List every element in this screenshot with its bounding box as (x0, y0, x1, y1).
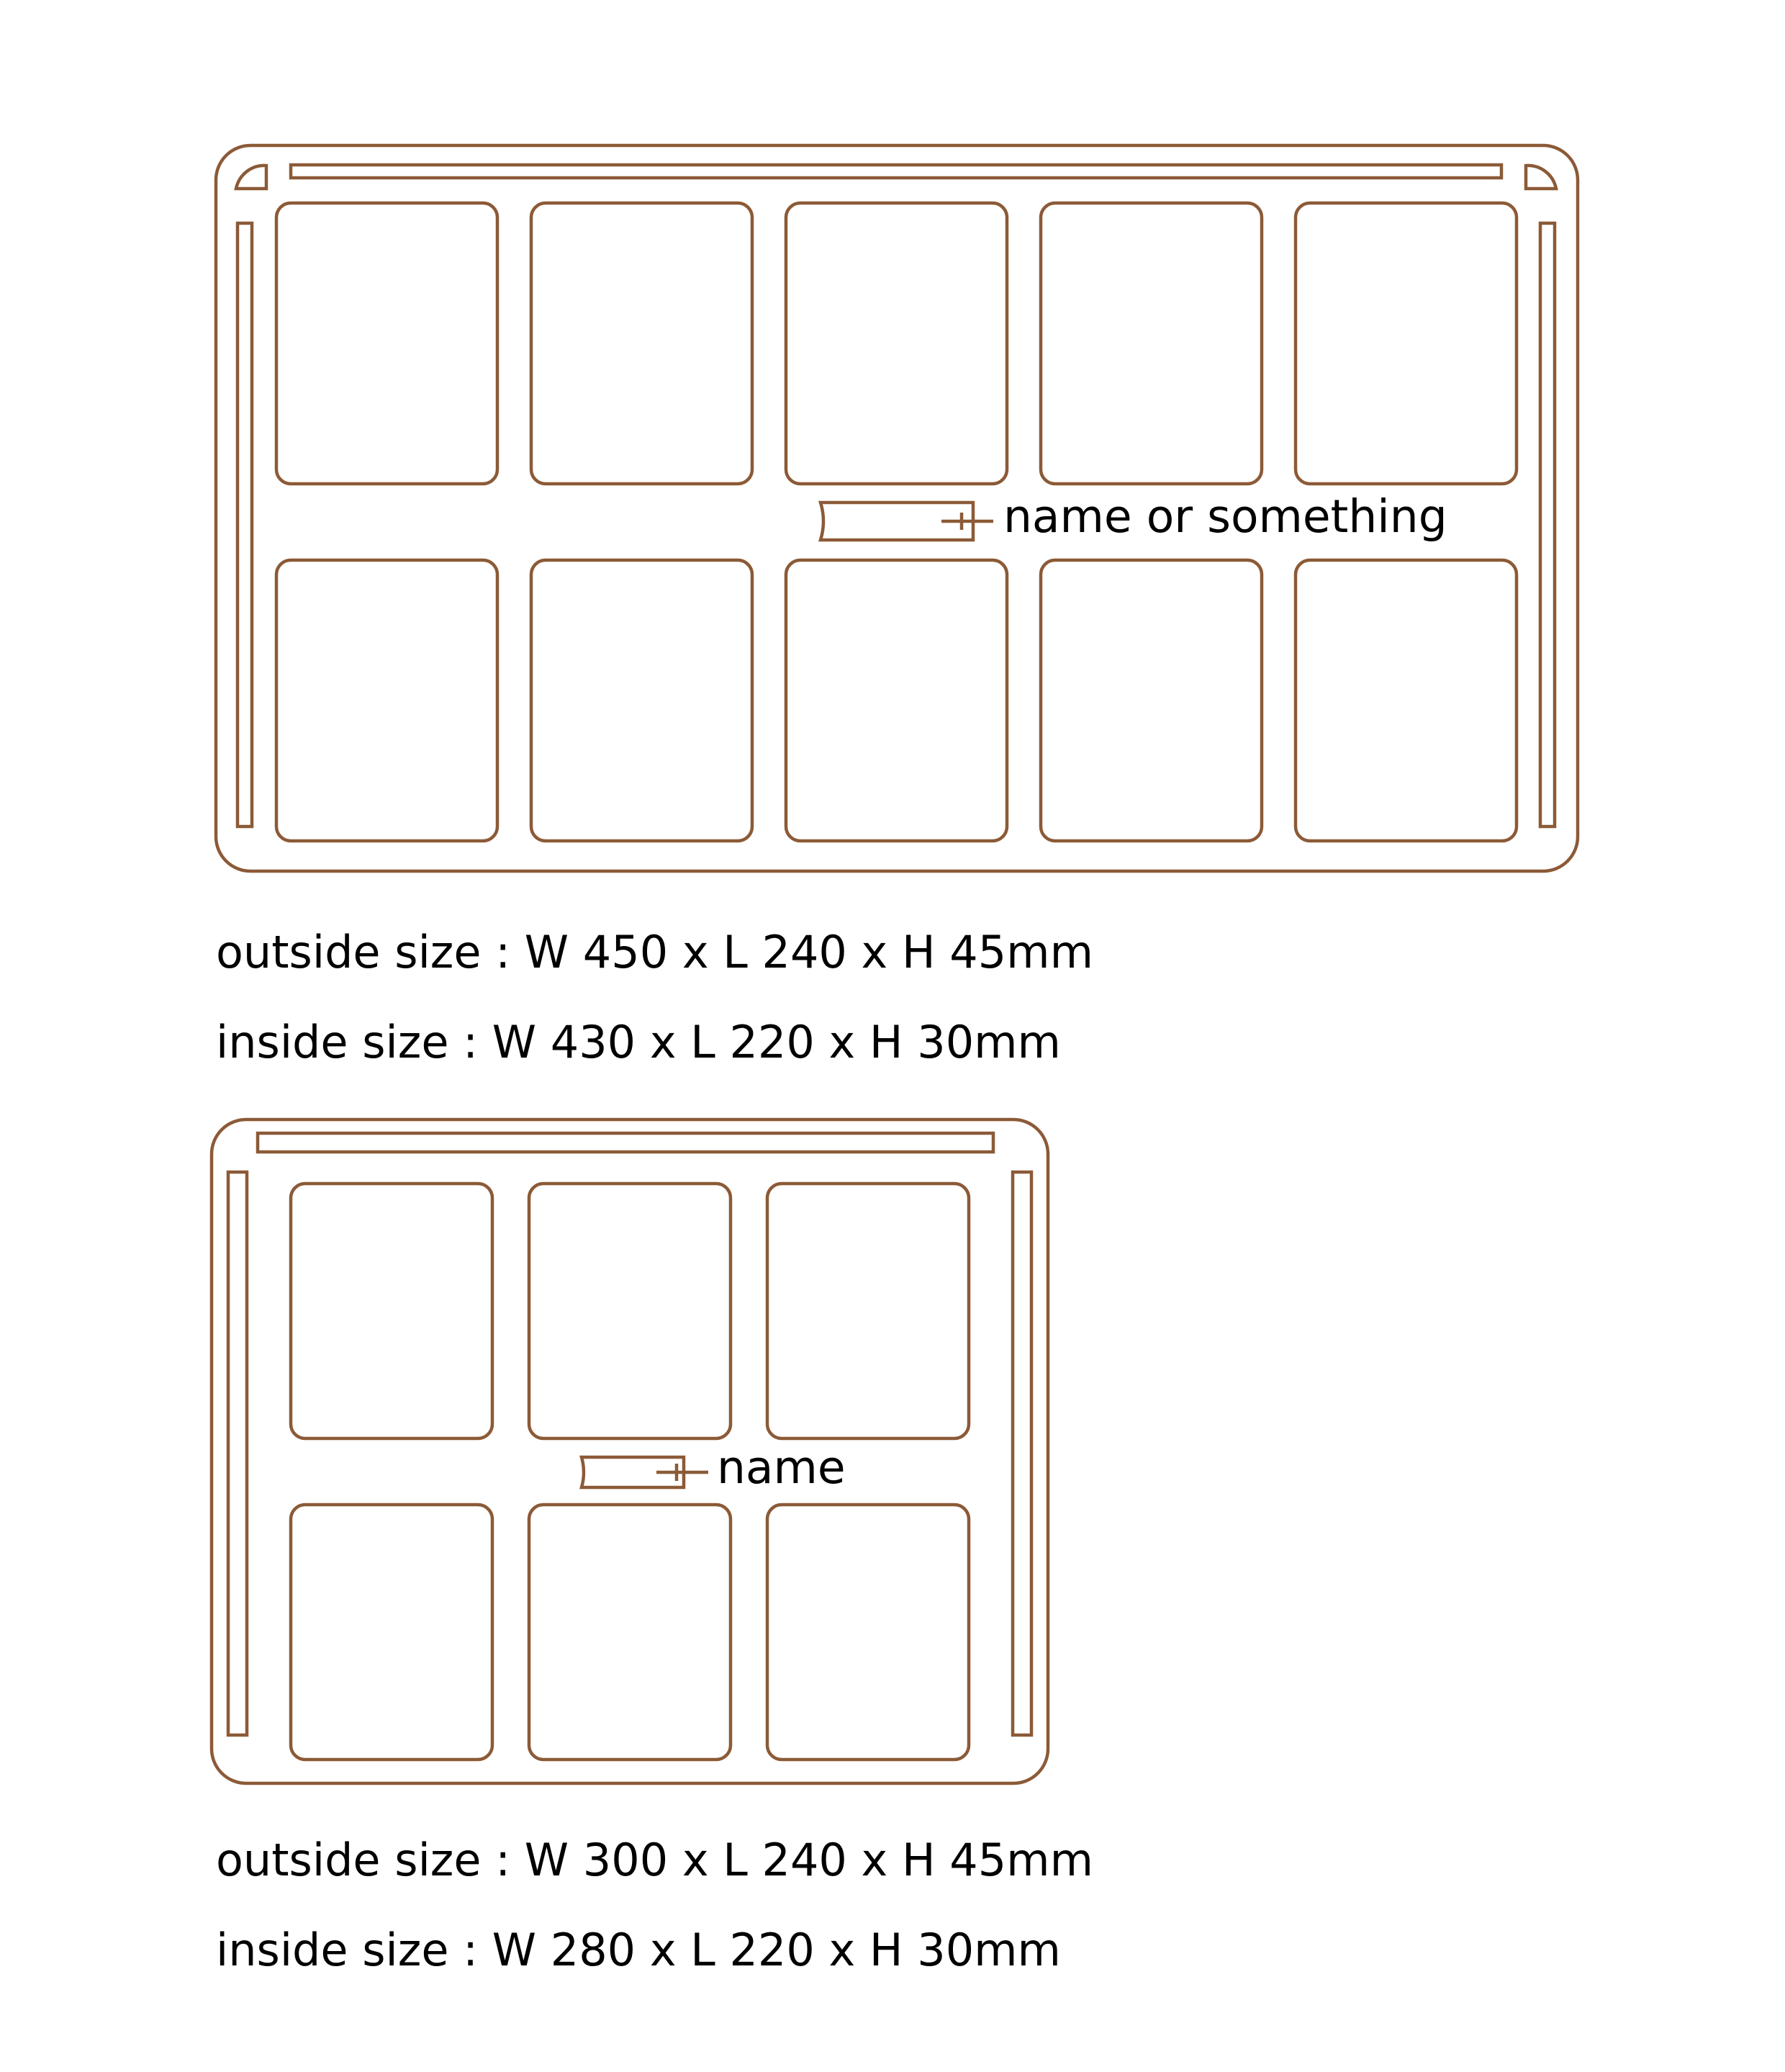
large-inside-size: inside size : W 430 x L 220 x H 30mm (216, 1016, 1061, 1068)
large-compartment (786, 203, 1007, 484)
large-compartment (1041, 203, 1262, 484)
small-tray-left-rail (228, 1172, 247, 1735)
small-compartment (291, 1184, 492, 1438)
large-outside-size: outside size : W 450 x L 240 x H 45mm (216, 926, 1093, 978)
large-tray-right-rail (1540, 223, 1555, 826)
small-compartment (529, 1505, 731, 1760)
large-tray-left-rail (238, 223, 252, 826)
large-tray (216, 145, 1578, 871)
small-tray (212, 1120, 1048, 1783)
small-outside-size: outside size : W 300 x L 240 x H 45mm (216, 1834, 1093, 1886)
large-compartment (276, 203, 497, 484)
small-callout-label: name (717, 1441, 846, 1494)
small-compartment (529, 1184, 731, 1438)
large-callout-leader (941, 513, 993, 530)
large-compartment (531, 560, 752, 841)
large-tray-corner-right (1526, 166, 1556, 189)
large-compartment (276, 560, 497, 841)
large-compartment (531, 203, 752, 484)
small-tray-top-rail (258, 1133, 993, 1152)
large-callout-label: name or something (1003, 490, 1447, 543)
large-compartment (786, 560, 1007, 841)
large-tray-corner-left (236, 166, 266, 189)
large-compartment (1296, 203, 1517, 484)
large-compartment (1296, 560, 1517, 841)
small-compartment (767, 1505, 969, 1760)
small-compartment (291, 1505, 492, 1760)
small-compartment (767, 1184, 969, 1438)
small-tray-outline (212, 1120, 1048, 1783)
small-inside-size: inside size : W 280 x L 220 x H 30mm (216, 1924, 1061, 1976)
large-compartment (1041, 560, 1262, 841)
small-tray-right-rail (1013, 1172, 1031, 1735)
large-tray-top-rail (291, 165, 1501, 178)
